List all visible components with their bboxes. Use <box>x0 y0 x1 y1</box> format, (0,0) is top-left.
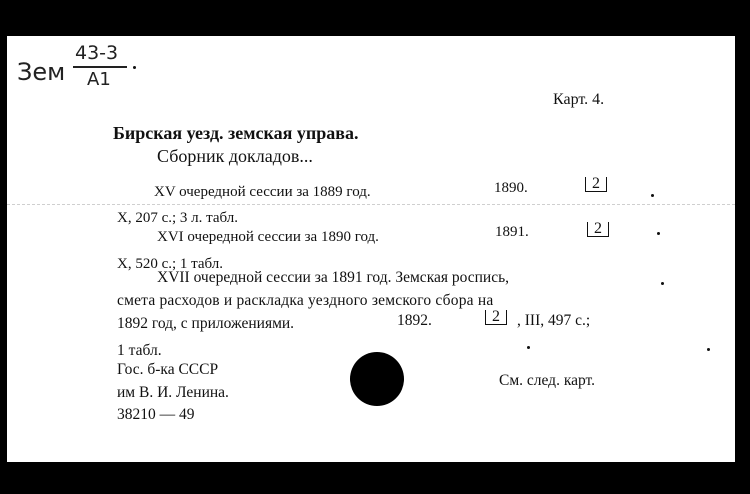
scan-speck <box>661 282 664 285</box>
card-heading: Бирская уезд. земская управа. <box>113 123 359 143</box>
handwritten-numerator: 43-3 <box>75 42 119 64</box>
scan-speck <box>133 66 136 69</box>
see-next-card: См. след. карт. <box>499 372 596 389</box>
entry-3-line-3a: 1892 год, с приложениями. <box>117 315 295 332</box>
entry-3-year: 1892. <box>397 312 432 329</box>
entry-3-copies: 2 <box>485 310 507 325</box>
handwritten-prefix: Зем <box>17 58 66 86</box>
entry-1-year: 1890. <box>494 180 528 196</box>
entry-2-title: XVI очередной сессии за 1890 год. <box>157 229 379 245</box>
entry-1-copies: 2 <box>585 177 607 192</box>
entry-3-line-3b: , III, 497 с.; <box>517 312 591 329</box>
entry-1-title: XV очередной сессии за 1889 год. <box>154 184 371 200</box>
scan-line <box>7 204 735 206</box>
scan-speck <box>651 194 654 197</box>
scan-speck <box>657 232 660 235</box>
entry-2-year: 1891. <box>495 224 529 240</box>
scan-speck <box>707 348 710 351</box>
card-subheading: Сборник докладов... <box>157 146 313 166</box>
handwritten-denominator: А1 <box>87 69 111 90</box>
stamp-library-name: им В. И. Ленина. <box>117 384 229 401</box>
stamp-library: Гос. б-ка СССР <box>117 361 219 378</box>
entry-2-collation: X, 520 с.; 1 табл. <box>117 256 224 272</box>
card-number: Карт. 4. <box>553 91 605 108</box>
scan-speck <box>527 346 530 349</box>
stamp-inventory-number: 38210 — 49 <box>117 406 195 423</box>
entry-3-line-2: смета расходов и раскладка уездного земского сбора на <box>117 292 494 309</box>
entry-2-copies: 2 <box>587 222 609 237</box>
entry-3-line-1: XVII очередной сессии за 1891 год. Земская роспись, <box>157 269 510 286</box>
punch-hole <box>350 352 404 406</box>
entry-1-collation: X, 207 с.; 3 л. табл. <box>117 210 239 226</box>
entry-3-line-4: 1 табл. <box>117 342 162 359</box>
handwritten-fraction-line <box>73 66 127 68</box>
catalog-card <box>7 36 735 462</box>
